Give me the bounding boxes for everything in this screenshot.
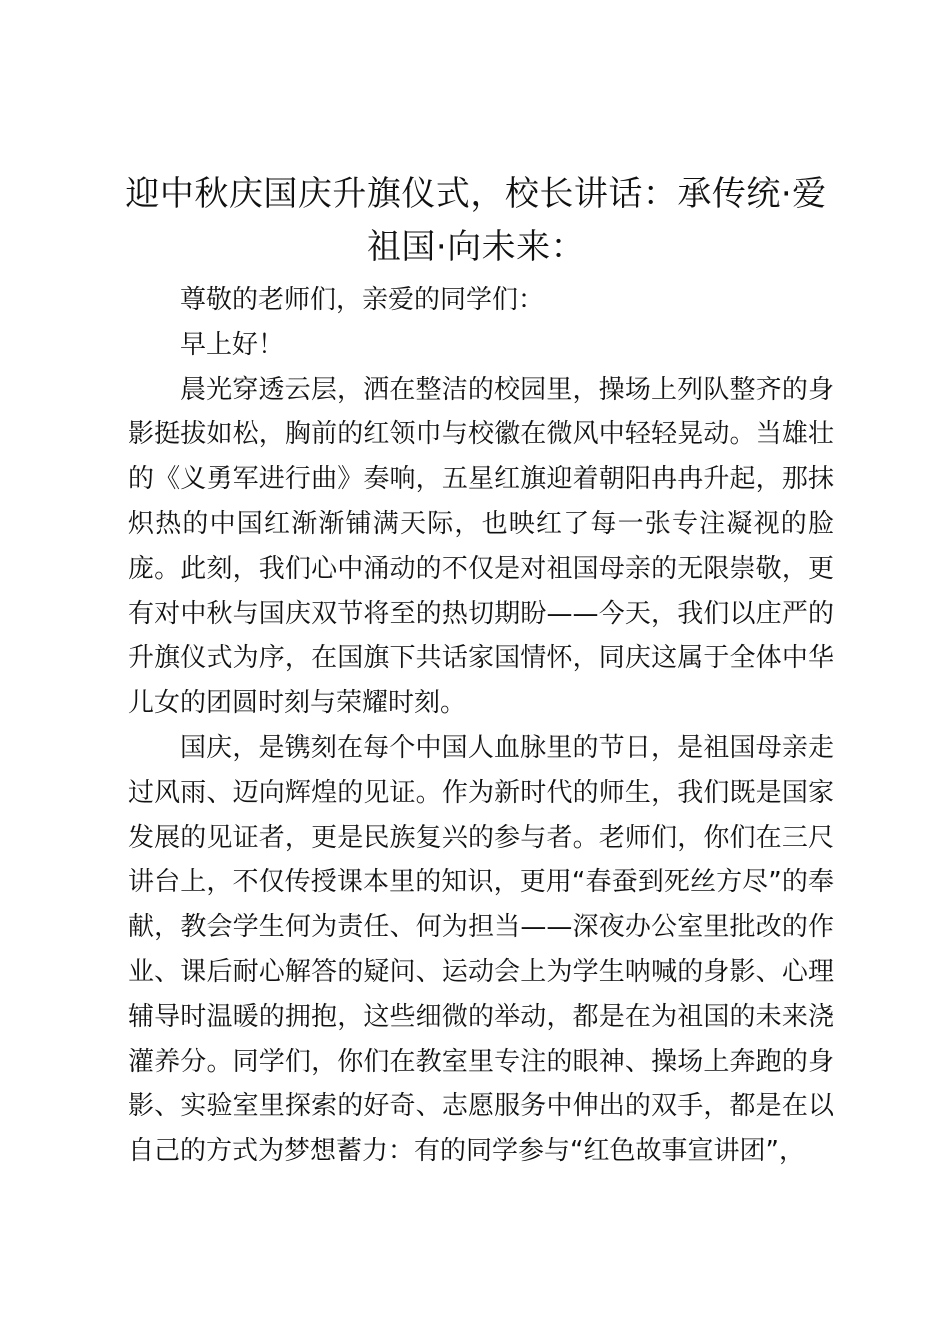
document-body <box>128 278 834 1174</box>
body-paragraph: 晨光穿透云层，洒在整洁的校园里，操场上列队整齐的身影挺拔如松，胸前的红领巾与校徽在微风中轻轻晃动。当雄壮的《义勇军进行曲》奏响，五星红旗迎着朝阳冉冉升起，那抹炽热的中国红渐渐铺满天际，也映红了每一张专注凝视的脸庞。此刻，我们心中涌动的不仅是对祖国母亲的无限崇敬，更有对中秋与国庆双节将至的热切期盼——今天，我们以庄严的升旗仪式为序，在国旗下共话家国情怀，同庆这属于全体中华儿女的团圆时刻与荣耀时刻。 <box>128 374 834 719</box>
document-title: 迎中秋庆国庆升旗仪式，校长讲话：承传统·爱祖国·向未来： <box>125 174 827 267</box>
body-paragraph: 国庆，是镌刻在每个中国人血脉里的节日，是祖国母亲走过风雨、迈向辉煌的见证。作为新时代的师生，我们既是国家发展的见证者，更是民族复兴的参与者。老师们，你们在三尺讲台上，不仅传授课本里的知识，更用“春蚕到死丝方尽”的奉献，教会学生何为责任、何为担当——深夜办公室里批改的作业、课后耐心解答的疑问、运动会上为学生呐喊的身影、心理辅导时温暖的拥抱，这些细微的举动，都是在为祖国的未来浇灌养分。同学们，你们在教室里专注的眼神、操场上奔跑的身影、实验室里探索的好奇、志愿服务中伸出的双手，都是在以自己的方式为梦想蓄力：有的同学参与“红色故事宣讲团”， <box>128 732 834 1167</box>
greeting: 早上好！ <box>180 329 285 360</box>
salutation: 尊敬的老师们，亲爱的同学们： <box>180 285 545 315</box>
